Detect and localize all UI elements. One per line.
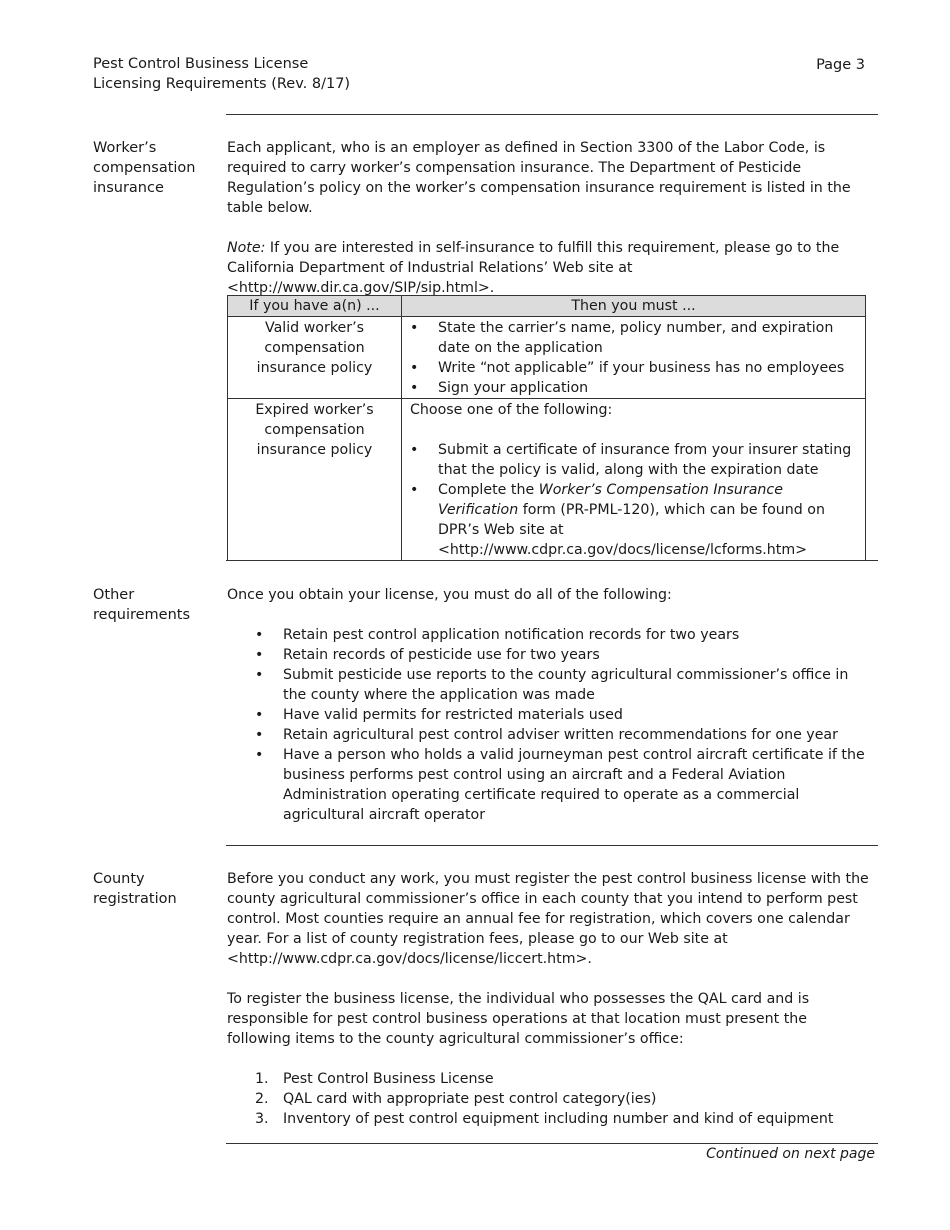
workers-comp-note — [227, 238, 872, 298]
list-item: • State the carrier’s name, policy number, and expiration date on the application — [410, 318, 859, 358]
document-header — [93, 54, 350, 94]
list-item — [410, 480, 859, 560]
item-text: Inventory of pest control equipment including number and kind of equipment — [283, 1111, 834, 1127]
list-item — [227, 1069, 872, 1089]
table-row — [228, 317, 866, 399]
table-header-col2: Then you must ... — [402, 296, 866, 317]
list-item: • Retain agricultural pest control adviser written recommendations for one year — [227, 725, 872, 745]
item-number: 3. — [255, 1111, 269, 1127]
divider — [226, 845, 878, 846]
header-title: Pest Control Business License — [93, 56, 309, 72]
list-item: • Write “not applicable” if your business has no employees — [410, 358, 859, 378]
continued-note: Continued on next page — [706, 1146, 875, 1162]
county-para-1: Before you conduct any work, you must register the pest control business license with the county agricultural commissioner’s office in each county that you intend to perform pest control. Most counties require an annual fee for registration, which covers one calendar year. For a list of county registration fees, please go to our Web site at <http://www.cdpr.ca.gov/docs/license/liccert.htm>. — [227, 871, 869, 967]
workers-comp-body — [227, 138, 872, 298]
item-text-post: form (PR-PML-120), which can be found on DPR’s Web site at <http://www.cdpr.ca.gov/docs/license/lcforms.htm> — [438, 502, 825, 558]
section-label-workers-comp: Worker’s compensation insurance — [93, 140, 196, 196]
section-label-county: County registration — [93, 871, 177, 907]
table-header-col1: If you have a(n) ... — [228, 296, 402, 317]
other-requirements-body — [227, 585, 872, 825]
list-item — [227, 1109, 872, 1129]
divider — [226, 114, 878, 115]
note-label: Note: — [227, 240, 266, 256]
item-text-pre: Complete the — [438, 482, 539, 498]
list-item: • Retain records of pesticide use for two years — [227, 645, 872, 665]
list-item: • Retain pest control application notification records for two years — [227, 625, 872, 645]
other-intro: Once you obtain your license, you must do all of the following: — [227, 587, 672, 603]
note-text: If you are interested in self-insurance to fulfill this requirement, please go to the California Department of Industrial Relations’ Web site at <http://www.dir.ca.gov/SIP/sip.html>. — [227, 240, 840, 296]
county-registration-body — [227, 869, 872, 1129]
header-revision: Licensing Requirements (Rev. 8/17) — [93, 76, 351, 92]
county-items-list — [227, 1069, 872, 1129]
form-title: Worker’s Compensation Insurance Verification — [438, 482, 783, 518]
table-header-row — [228, 296, 866, 317]
table-row — [228, 399, 866, 561]
table-cell-expired-policy: Expired worker’s compensation insurance policy — [228, 399, 402, 561]
list-item — [227, 1089, 872, 1109]
table-cell-valid-actions — [402, 317, 866, 399]
list-item: • Submit pesticide use reports to the county agricultural commissioner’s office in the county where the application was made — [227, 665, 872, 705]
page-number: Page 3 — [816, 57, 865, 73]
divider — [226, 560, 878, 561]
table-cell-expired-actions — [402, 399, 866, 561]
other-requirements-list — [227, 625, 872, 825]
workers-comp-intro: Each applicant, who is an employer as defined in Section 3300 of the Labor Code, is required to carry worker’s compensation insurance. The Department of Pesticide Regulation’s policy on the worker’s compensation insurance requirement is listed in the table below. — [227, 140, 851, 216]
list-item: • Sign your application — [410, 378, 859, 398]
list-item: • Have a person who holds a valid journeyman pest control aircraft certificate if the business performs pest control using an aircraft and a Federal Aviation Administration operating certificate required to operate as a commercial agricultural aircraft operator — [227, 745, 872, 825]
county-para-2: To register the business license, the individual who possesses the QAL card and is responsible for pest control business operations at that location must present the following items to the county agricultural commissioner’s office: — [227, 991, 810, 1047]
workers-comp-table — [227, 295, 866, 561]
list-item: • Have valid permits for restricted materials used — [227, 705, 872, 725]
table-cell-valid-policy: Valid worker’s compensation insurance policy — [228, 317, 402, 399]
item-text: Pest Control Business License — [283, 1071, 494, 1087]
item-text: QAL card with appropriate pest control category(ies) — [283, 1091, 657, 1107]
choose-one-text: Choose one of the following: — [410, 402, 613, 418]
section-label-other: Other requirements — [93, 587, 191, 623]
item-number: 2. — [255, 1091, 269, 1107]
item-number: 1. — [255, 1071, 269, 1087]
list-item: • Submit a certificate of insurance from your insurer stating that the policy is valid, along with the expiration date — [410, 440, 859, 480]
